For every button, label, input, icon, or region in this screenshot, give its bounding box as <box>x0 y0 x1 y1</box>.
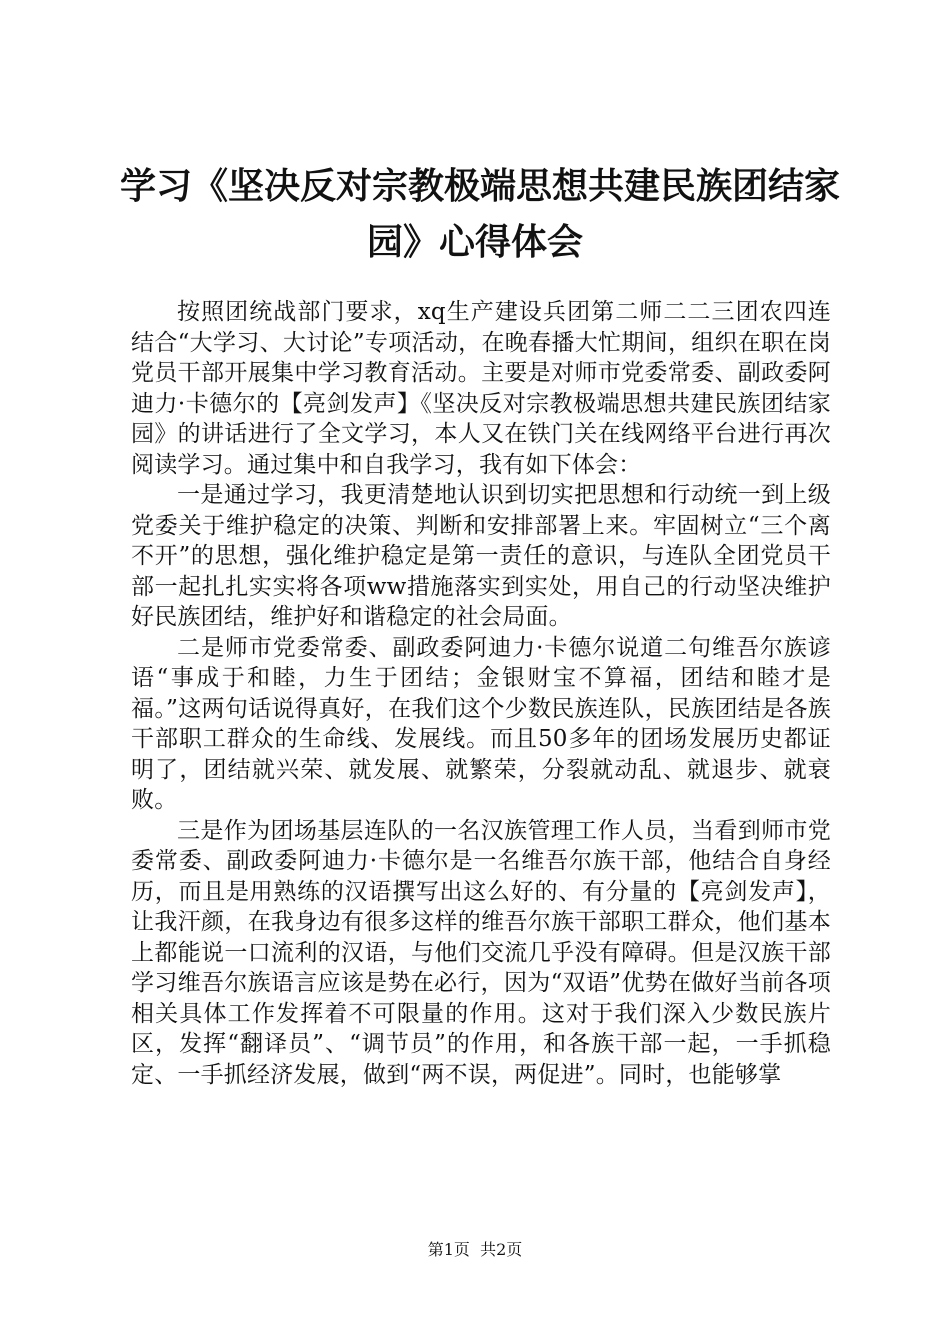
title-line-2: 园》心得体会 <box>366 221 583 263</box>
page-number: 第1页 共2页 <box>427 1240 523 1259</box>
document-title <box>120 158 841 270</box>
paragraph-point-1: 一是通过学习，我更清楚地认识到切实把思想和行动统一到上级党委关于维护稳定的决策、判断和安排部署上来。牢固树立“三个离不开”的思想，强化维护稳定是第一责任的意识，与连队全团党员干部一起扎扎实实将各项ww措施落实到实处，用自己的行动坚决维护好民族团结，维护好和谐稳定的社会局面。 <box>131 482 831 630</box>
page-footer <box>0 1240 950 1260</box>
title-line-1: 学习《坚决反对宗教极端思想共建民族团结家 <box>120 165 841 207</box>
paragraph-point-2: 二是师市党委常委、副政委阿迪力·卡德尔说道二句维吾尔族谚语“事成于和睦，力生于团结；金银财宝不算福，团结和睦才是福。”这两句话说得真好，在我们这个少数民族连队，民族团结是各族干部职工群众的生命线、发展线。而且50多年的团场发展历史都证明了，团结就兴荣、就发展、就繁荣，分裂就动乱、就退步、就衰败。 <box>131 634 831 813</box>
document-body <box>131 297 831 1090</box>
paragraph-point-3: 三是作为团场基层连队的一名汉族管理工作人员，当看到师市党委常委、副政委阿迪力·卡德尔是一名维吾尔族干部，他结合自身经历，而且是用熟练的汉语撰写出这么好的、有分量的【亮剑发声】，让我汗颜，在我身边有很多这样的维吾尔族干部职工群众，他们基本上都能说一口流利的汉语，与他们交流几乎没有障碍。但是汉族干部学习维吾尔族语言应该是势在必行，因为“双语”优势在做好当前各项相关具体工作发挥着不可限量的作用。这对于我们深入少数民族片区，发挥“翻译员”、“调节员”的作用，和各族干部一起，一手抓稳定、一手抓经济发展，做到“两不误，两促进”。同时，也能够掌 <box>131 817 831 1088</box>
paragraph-intro: 按照团统战部门要求，xq生产建设兵团第二师二二三团农四连结合“大学习、大讨论”专项活动，在晚春播大忙期间，组织在职在岗党员干部开展集中学习教育活动。主要是对师市党委常委、副政委阿迪力·卡德尔的【亮剑发声】《坚决反对宗教极端思想共建民族团结家园》的讲话进行了全文学习，本人又在铁门关在线网络平台进行再次阅读学习。通过集中和自我学习，我有如下体会： <box>131 299 831 478</box>
